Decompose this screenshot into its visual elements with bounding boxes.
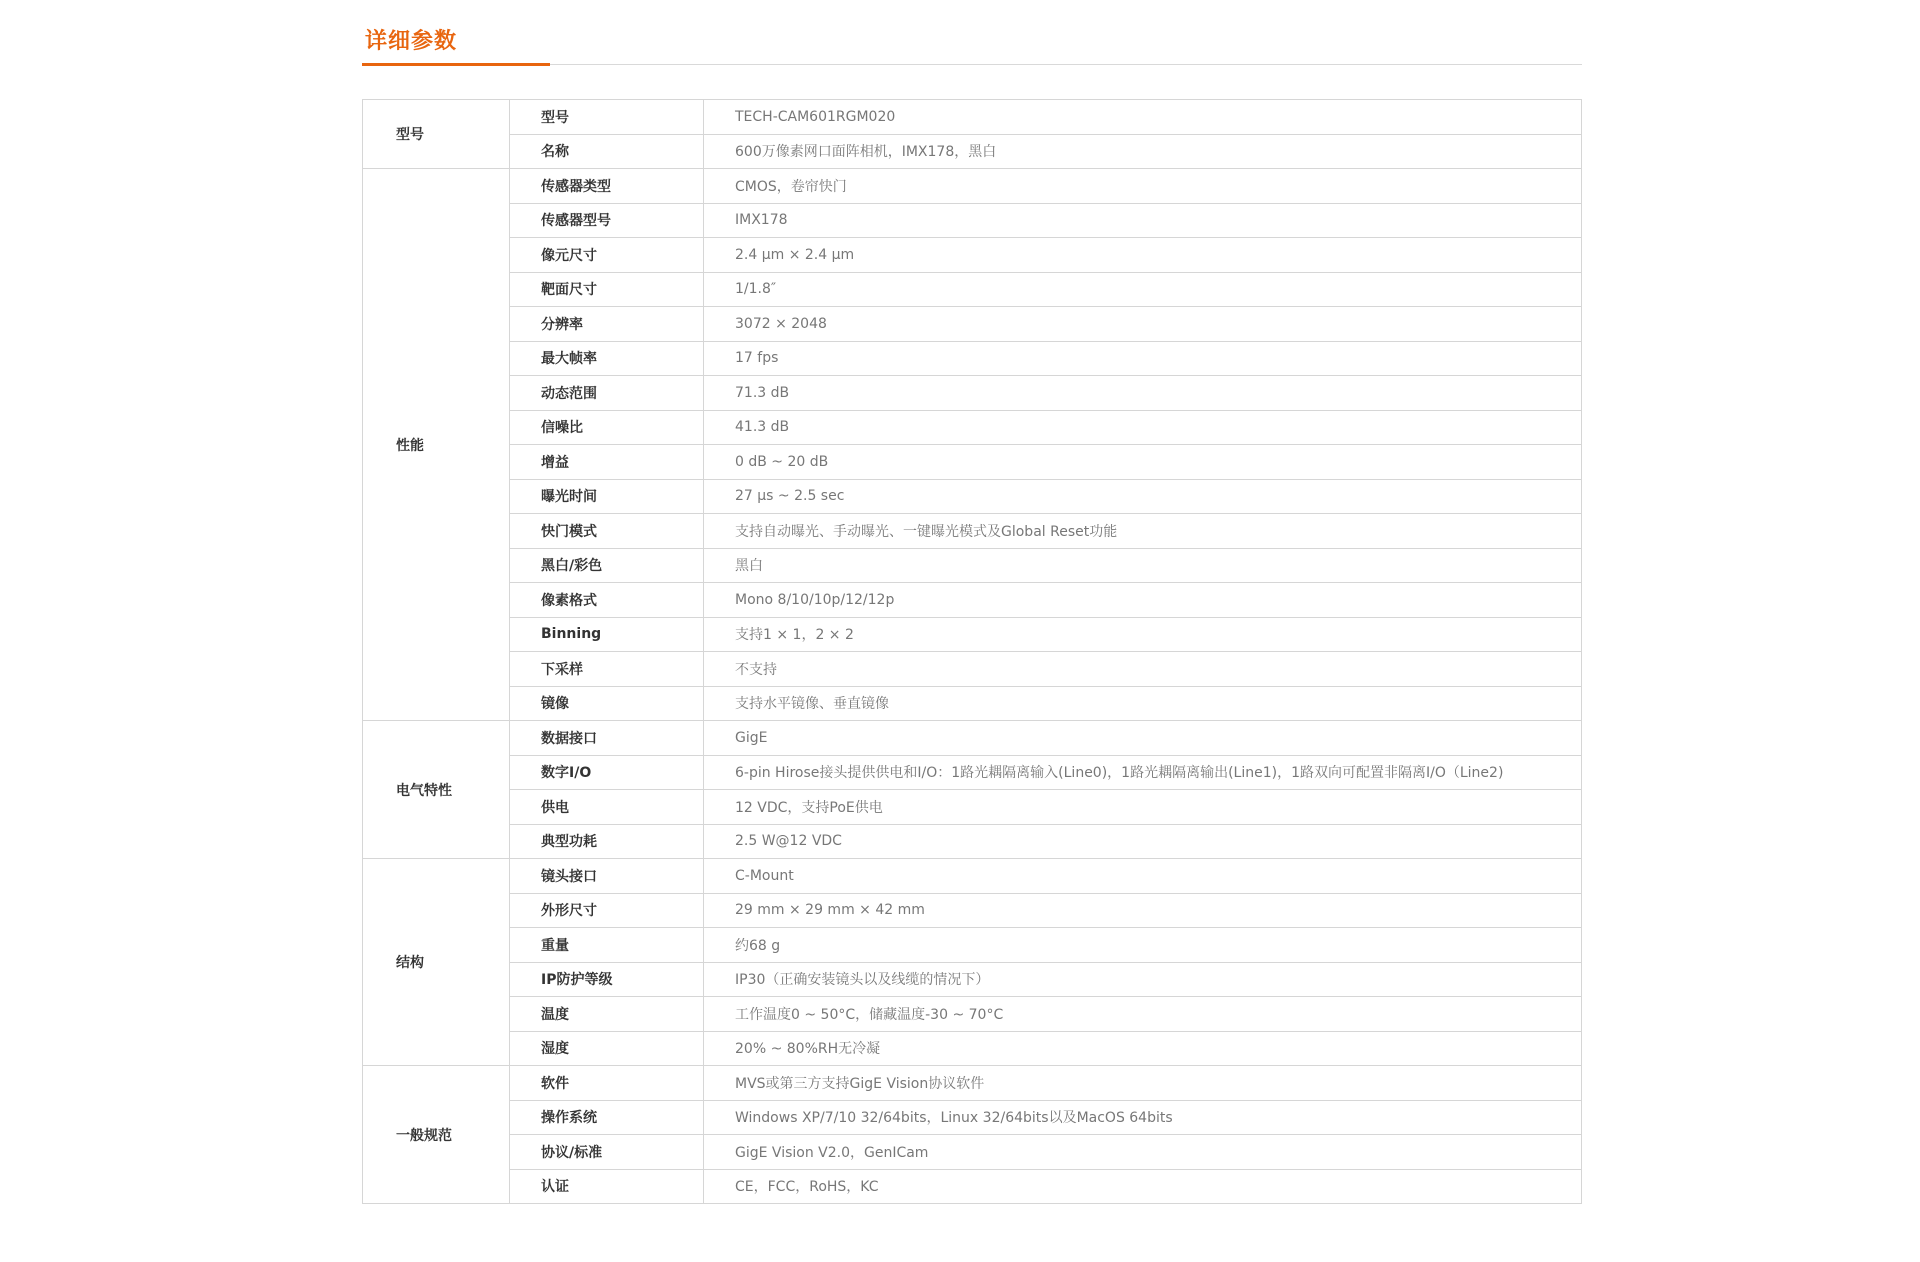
spec-value: 0 dB ~ 20 dB xyxy=(704,445,1582,480)
table-row xyxy=(363,1169,1582,1204)
group-label: 型号 xyxy=(363,100,510,169)
spec-value: GigE Vision V2.0，GenICam xyxy=(704,1135,1582,1170)
spec-label: 像元尺寸 xyxy=(510,238,704,273)
spec-value: Windows XP/7/10 32/64bits，Linux 32/64bits以及MacOS 64bits xyxy=(704,1100,1582,1135)
table-row xyxy=(363,1066,1582,1101)
spec-label: 温度 xyxy=(510,997,704,1032)
table-row xyxy=(363,755,1582,790)
spec-value: 支持自动曝光、手动曝光、一键曝光模式及Global Reset功能 xyxy=(704,514,1582,549)
spec-label: 增益 xyxy=(510,445,704,480)
spec-value: 29 mm × 29 mm × 42 mm xyxy=(704,893,1582,928)
table-row xyxy=(363,652,1582,687)
table-row xyxy=(363,203,1582,238)
spec-value: C-Mount xyxy=(704,859,1582,894)
spec-label: 认证 xyxy=(510,1169,704,1204)
table-row xyxy=(363,307,1582,342)
table-row xyxy=(363,962,1582,997)
table-row xyxy=(363,134,1582,169)
spec-label: 下采样 xyxy=(510,652,704,687)
table-row xyxy=(363,238,1582,273)
spec-label: 镜头接口 xyxy=(510,859,704,894)
spec-label: 信噪比 xyxy=(510,410,704,445)
spec-label: 数据接口 xyxy=(510,721,704,756)
spec-label: 重量 xyxy=(510,928,704,963)
spec-label: 黑白/彩色 xyxy=(510,548,704,583)
spec-label: 名称 xyxy=(510,134,704,169)
table-row xyxy=(363,514,1582,549)
group-label: 一般规范 xyxy=(363,1066,510,1204)
spec-label: 镜像 xyxy=(510,686,704,721)
table-row xyxy=(363,376,1582,411)
spec-label: 动态范围 xyxy=(510,376,704,411)
spec-value: CMOS，卷帘快门 xyxy=(704,169,1582,204)
table-row xyxy=(363,479,1582,514)
spec-value: 支持1 × 1，2 × 2 xyxy=(704,617,1582,652)
group-label: 结构 xyxy=(363,859,510,1066)
group-label: 性能 xyxy=(363,169,510,721)
spec-value: 71.3 dB xyxy=(704,376,1582,411)
spec-label: 外形尺寸 xyxy=(510,893,704,928)
table-row xyxy=(363,617,1582,652)
table-row xyxy=(363,341,1582,376)
table-row xyxy=(363,721,1582,756)
table-row xyxy=(363,1100,1582,1135)
title-underline-accent xyxy=(362,63,550,66)
spec-value: 支持水平镜像、垂直镜像 xyxy=(704,686,1582,721)
table-row xyxy=(363,1031,1582,1066)
spec-value: 41.3 dB xyxy=(704,410,1582,445)
spec-label: 数字I/O xyxy=(510,755,704,790)
table-row xyxy=(363,824,1582,859)
spec-label: 传感器类型 xyxy=(510,169,704,204)
spec-value: CE，FCC，RoHS，KC xyxy=(704,1169,1582,1204)
group-label: 电气特性 xyxy=(363,721,510,859)
table-row xyxy=(363,272,1582,307)
spec-value: MVS或第三方支持GigE Vision协议软件 xyxy=(704,1066,1582,1101)
spec-label: 像素格式 xyxy=(510,583,704,618)
table-row xyxy=(363,790,1582,825)
spec-label: 靶面尺寸 xyxy=(510,272,704,307)
spec-value: 600万像素网口面阵相机，IMX178，黑白 xyxy=(704,134,1582,169)
spec-value: 12 VDC，支持PoE供电 xyxy=(704,790,1582,825)
table-row xyxy=(363,686,1582,721)
section-title: 详细参数 xyxy=(365,29,458,54)
spec-label: 传感器型号 xyxy=(510,203,704,238)
spec-table-body xyxy=(363,100,1582,1204)
spec-value: 27 μs ~ 2.5 sec xyxy=(704,479,1582,514)
spec-label: 协议/标准 xyxy=(510,1135,704,1170)
spec-label: Binning xyxy=(510,617,704,652)
table-row xyxy=(363,583,1582,618)
spec-value: 2.5 W@12 VDC xyxy=(704,824,1582,859)
spec-label: IP防护等级 xyxy=(510,962,704,997)
spec-label: 分辨率 xyxy=(510,307,704,342)
table-row xyxy=(363,445,1582,480)
spec-value: 黑白 xyxy=(704,548,1582,583)
spec-label: 操作系统 xyxy=(510,1100,704,1135)
spec-label: 供电 xyxy=(510,790,704,825)
spec-value: 约68 g xyxy=(704,928,1582,963)
spec-value: IP30（正确安装镜头以及线缆的情况下） xyxy=(704,962,1582,997)
spec-label: 型号 xyxy=(510,100,704,135)
spec-value: 6-pin Hirose接头提供供电和I/O：1路光耦隔离输入(Line0)，1路光耦隔离输出(Line1)，1路双向可配置非隔离I/O（Line2) xyxy=(704,755,1582,790)
spec-value: 3072 × 2048 xyxy=(704,307,1582,342)
table-row xyxy=(363,928,1582,963)
table-row xyxy=(363,548,1582,583)
section-header xyxy=(362,22,1582,65)
table-row xyxy=(363,169,1582,204)
spec-value: 17 fps xyxy=(704,341,1582,376)
spec-table xyxy=(362,99,1582,1204)
spec-value: 1/1.8″ xyxy=(704,272,1582,307)
table-row xyxy=(363,410,1582,445)
spec-value: Mono 8/10/10p/12/12p xyxy=(704,583,1582,618)
spec-label: 曝光时间 xyxy=(510,479,704,514)
spec-value: GigE xyxy=(704,721,1582,756)
spec-value: 2.4 μm × 2.4 μm xyxy=(704,238,1582,273)
table-row xyxy=(363,100,1582,135)
table-row xyxy=(363,1135,1582,1170)
spec-label: 湿度 xyxy=(510,1031,704,1066)
spec-value: 20% ~ 80%RH无冷凝 xyxy=(704,1031,1582,1066)
spec-value: 不支持 xyxy=(704,652,1582,687)
spec-label: 软件 xyxy=(510,1066,704,1101)
spec-label: 快门模式 xyxy=(510,514,704,549)
spec-value: TECH-CAM601RGM020 xyxy=(704,100,1582,135)
spec-value: 工作温度0 ~ 50°C，储藏温度-30 ~ 70°C xyxy=(704,997,1582,1032)
spec-value: IMX178 xyxy=(704,203,1582,238)
table-row xyxy=(363,893,1582,928)
spec-label: 最大帧率 xyxy=(510,341,704,376)
spec-label: 典型功耗 xyxy=(510,824,704,859)
table-row xyxy=(363,997,1582,1032)
table-row xyxy=(363,859,1582,894)
